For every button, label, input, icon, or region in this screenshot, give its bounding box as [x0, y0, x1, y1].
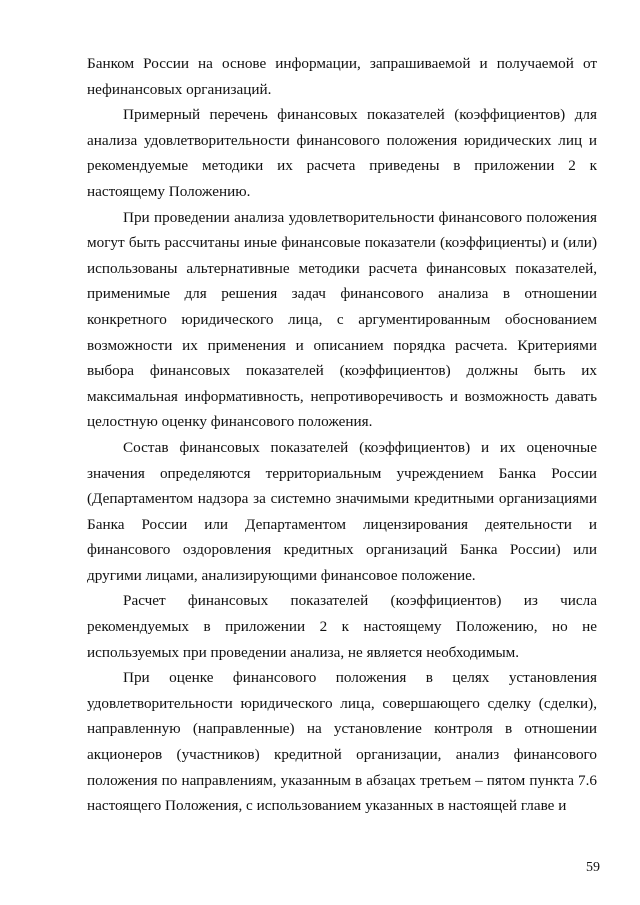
paragraph-4: Состав финансовых показателей (коэффициентов) и их оценочные значения определяются территориальным учреждением Банка России (Департаментом надзора за системно значимыми кредитными организациями Банка России или Департаментом лицензирования деятельности и финансового оздоровления кредитных организаций Банка России) или другими лицами, анализирующими финансовое положение. [87, 438, 597, 584]
page-number: 59 [586, 860, 600, 875]
paragraph-2: Примерный перечень финансовых показателей (коэффициентов) для анализа удовлетворительности финансового положения юридических лиц и рекомендуемые методики их расчета приведены в приложении 2 к настоящему Положению. [87, 106, 597, 200]
paragraph-3: При проведении анализа удовлетворительности финансового положения могут быть рассчитаны иные финансовые показатели (коэффициенты) и (или) использованы альтернативные методики расчета финансовых показателей, применимые для решения задач финансового анализа в отношении конкретного юридического лица, с аргументированным обоснованием возможности их применения и описанием порядка расчета. Критериями выбора финансовых показателей (коэффициентов) должны быть их максимальная информативность, непротиворечивость и возможность давать целостную оценку финансового положения. [87, 208, 597, 431]
body-text [87, 51, 597, 819]
paragraph-1: Банком России на основе информации, запрашиваемой и получаемой от нефинансовых организаций. [87, 55, 597, 98]
paragraph-6: При оценке финансового положения в целях установления удовлетворительности юридического лица, совершающего сделку (сделки), направленную (направленные) на установление контроля в отношении акционеров (участников) кредитной организации, анализ финансового положения по направлениям, указанным в абзацах третьем – пятом пункта 7.6 настоящего Положения, с использованием указанных в настоящей главе и [87, 669, 597, 815]
paragraph-5: Расчет финансовых показателей (коэффициентов) из числа рекомендуемых в приложении 2 к настоящему Положению, но не используемых при проведении анализа, не является необходимым. [87, 592, 597, 661]
